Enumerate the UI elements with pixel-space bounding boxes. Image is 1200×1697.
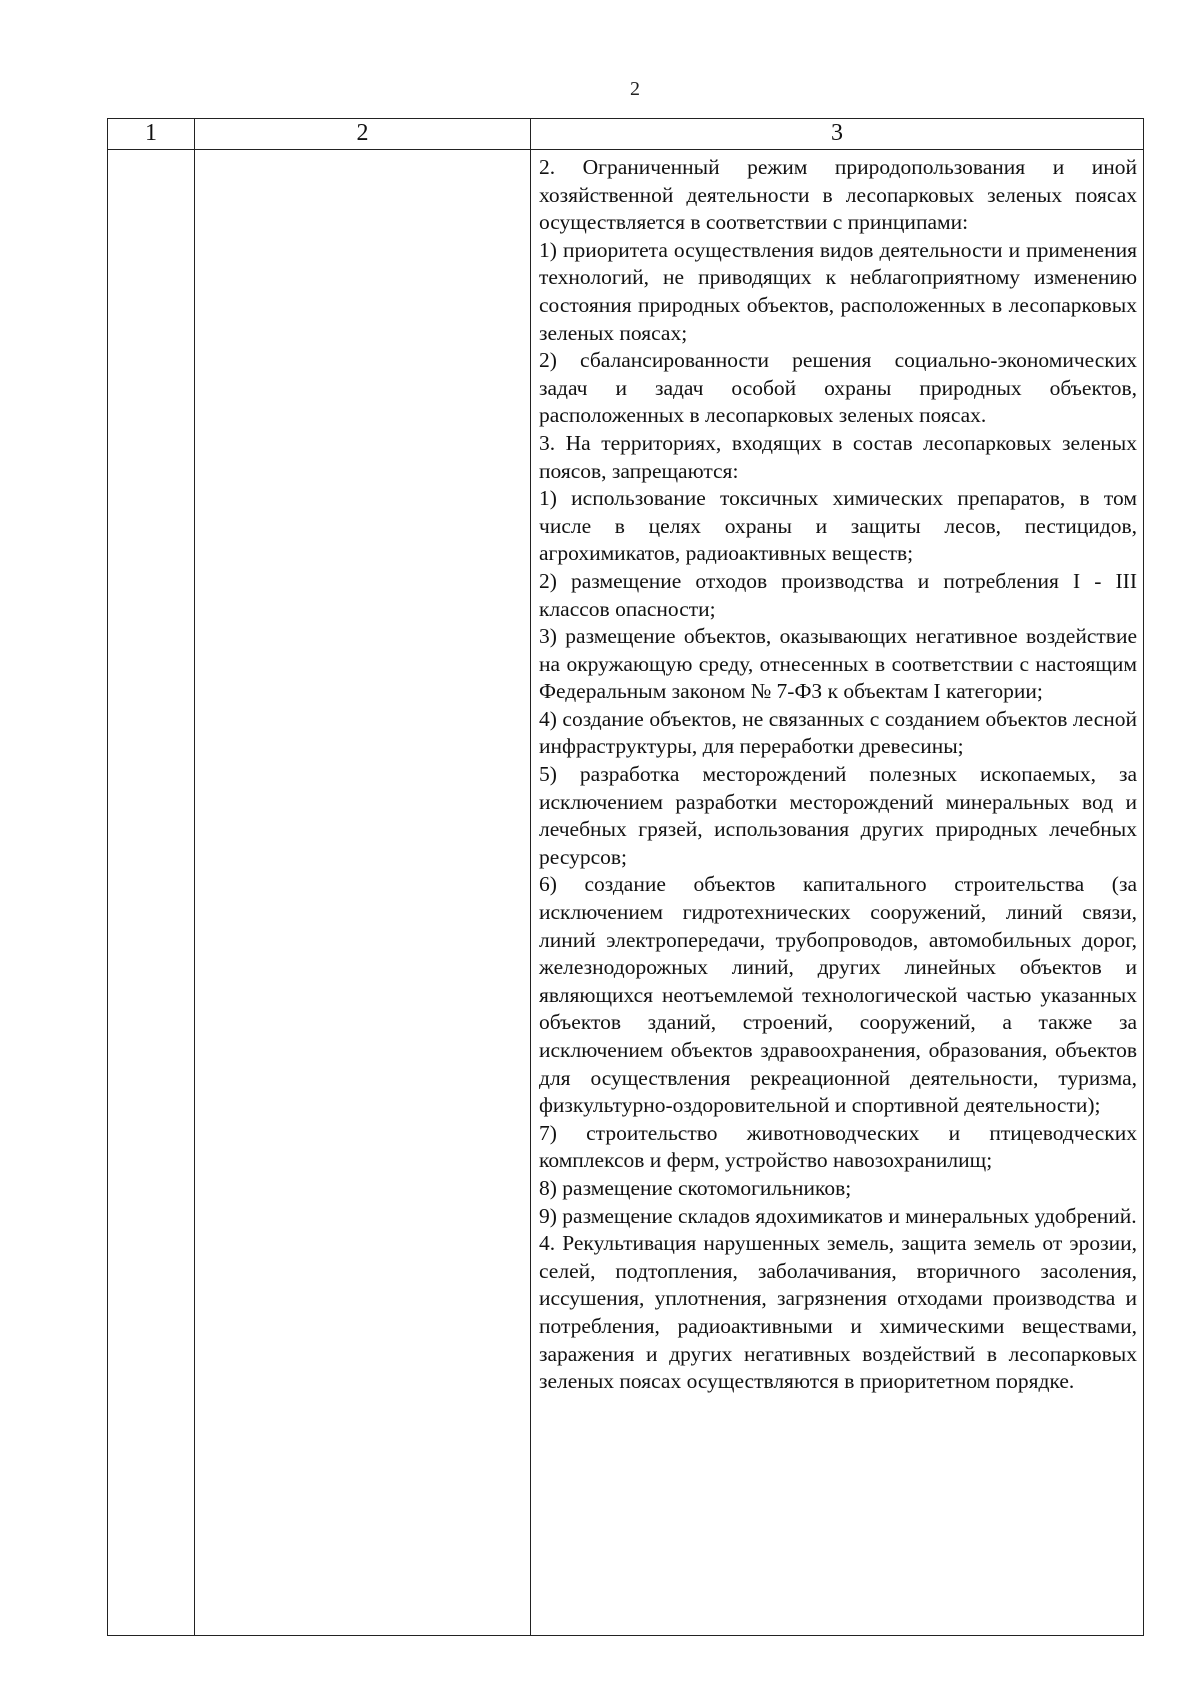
column-header-3: 3 — [531, 119, 1144, 150]
table-header-row — [108, 119, 1144, 150]
cell-col1 — [108, 150, 195, 1636]
paragraph: 9) размещение складов ядохимикатов и минеральных удобрений. — [539, 1203, 1137, 1228]
cell-col3-content — [531, 150, 1143, 1396]
cell-col3 — [531, 150, 1144, 1636]
paragraph: 8) размещение скотомогильников; — [539, 1175, 852, 1200]
paragraph: 7) строительство животноводческих и птицеводческих комплексов и ферм, устройство навозохранилищ; — [539, 1120, 1137, 1173]
paragraph: 4. Рекультивация нарушенных земель, защита земель от эрозии, селей, подтопления, заболачивания, вторичного засоления, иссушения, уплотнения, загрязнения отходами производства и потребления, радиоактивными и химическими веществами, заражения и других негативных воздействий в лесопарковых зеленых поясах осуществляются в приоритетном порядке. — [539, 1231, 1137, 1394]
cell-col2 — [195, 150, 531, 1636]
column-header-2: 2 — [195, 119, 531, 150]
document-table — [107, 118, 1144, 1636]
column-header-1: 1 — [108, 119, 195, 150]
paragraph: 3) размещение объектов, оказывающих негативное воздействие на окружающую среду, отнесенных в соответствии с настоящим Федеральным законом № 7-ФЗ к объектам I категории; — [539, 624, 1137, 704]
paragraph: 5) разработка месторождений полезных ископаемых, за исключением разработки месторождений минеральных вод и лечебных грязей, использования других природных лечебных ресурсов; — [539, 762, 1137, 869]
paragraph: 4) создание объектов, не связанных с созданием объектов лесной инфраструктуры, для переработки древесины; — [539, 706, 1137, 759]
paragraph: 3. На территориях, входящих в состав лесопарковых зеленых поясов, запрещаются: — [539, 430, 1137, 483]
table-row — [108, 150, 1144, 1636]
paragraph: 6) создание объектов капитального строительства (за исключением гидротехнических сооружений, линий связи, линий электропередачи, трубопроводов, автомобильных дорог, железнодорожных линий, других линейных объектов и являющихся неотъемлемой технологической частью указанных объектов зданий, строений, сооружений, а также за исключением объектов здравоохранения, образования, объектов для осуществления рекреационной деятельности, туризма, физкультурно-оздоровительной и спортивной деятельности); — [539, 872, 1137, 1118]
paragraph: 1) приоритета осуществления видов деятельности и применения технологий, не приводящих к неблагоприятному изменению состояния природных объектов, расположенных в лесопарковых зеленых поясах; — [539, 237, 1137, 345]
paragraph: 1) использование токсичных химических препаратов, в том числе в целях охраны и защиты лесов, пестицидов, агрохимикатов, радиоактивных веществ; — [539, 486, 1137, 566]
page-number: 2 — [630, 78, 640, 100]
paragraph: 2) размещение отходов производства и потребления I - III классов опасности; — [539, 568, 1137, 621]
paragraph: 2) сбалансированности решения социально-экономических задач и задач особой охраны природных объектов, расположенных в лесопарковых зеленых поясах. — [539, 348, 1137, 428]
paragraph: 2. Ограниченный режим природопользования и иной хозяйственной деятельности в лесопарковых зеленых поясах осуществляется в соответствии с принципами: — [539, 155, 1137, 235]
